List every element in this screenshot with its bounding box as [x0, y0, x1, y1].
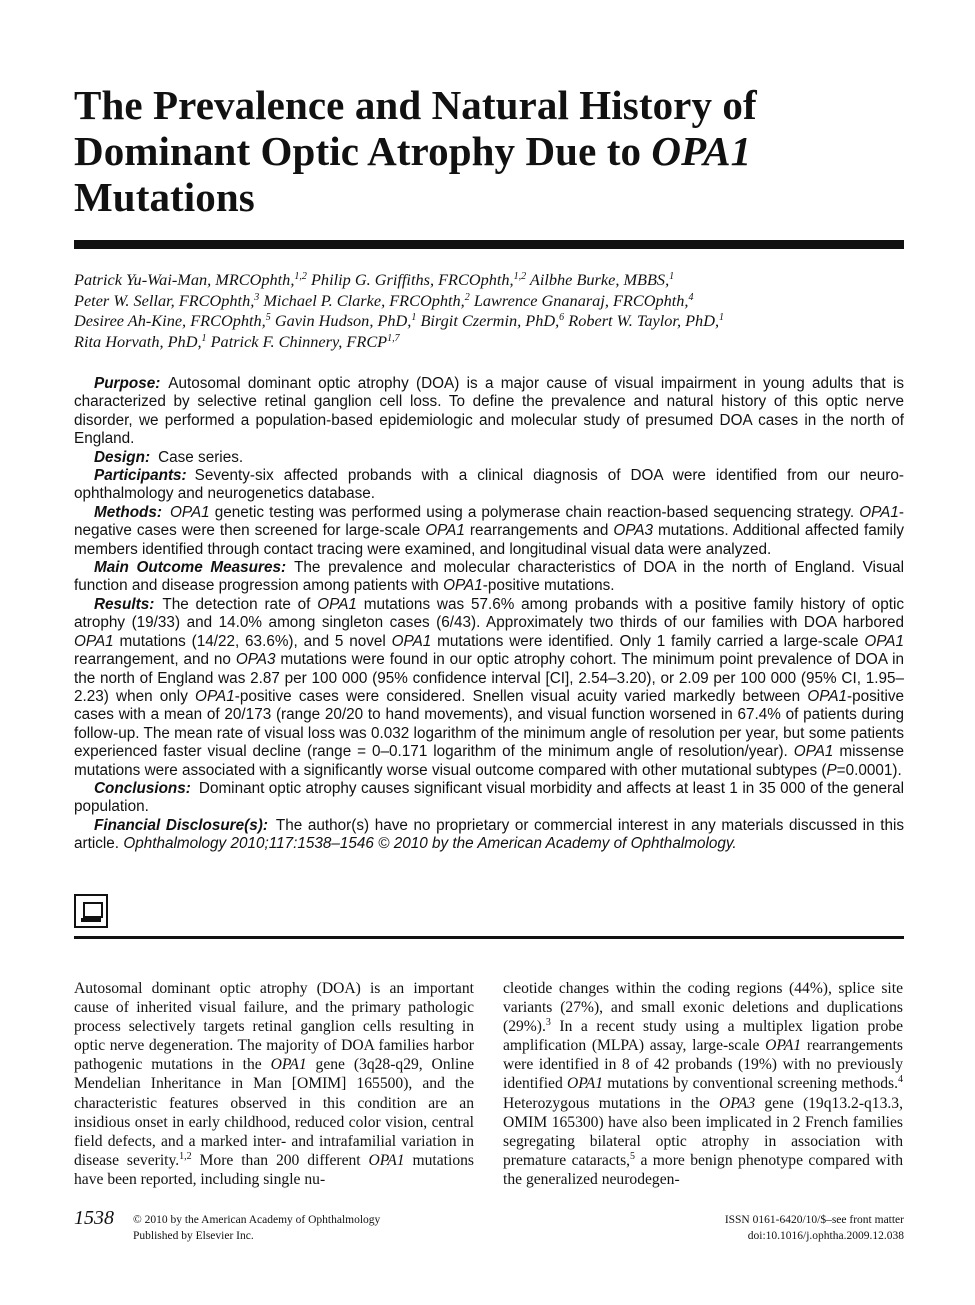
author: Lawrence Gnanaraj, FRCOphth,$^4$	[473, 290, 694, 310]
author: Michael P. Clarke, FRCOphth,$^2$	[263, 290, 470, 310]
title-rule	[74, 240, 904, 249]
journal-citation: Ophthalmology 2010;117:1538–1546 © 2010 by the American Academy of Ophthalmology.	[123, 835, 737, 853]
abstract-participants: Participants: Seventy-six affected probands with a clinical diagnosis of DOA were identified from our neuro-ophthalmology and neurogenetics database.	[74, 467, 904, 503]
computer-icon	[74, 894, 108, 928]
author: Peter W. Sellar, FRCOphth,$^3$	[74, 290, 260, 310]
author: Robert W. Taylor, PhD,$^1$	[568, 311, 725, 331]
author: Birgit Czermin, PhD,$^6$	[420, 311, 565, 331]
body-column-left: Autosomal dominant optic atrophy (DOA) is an important cause of inherited visual failure, and the primary pathologic process selectively targets retinal ganglion cells resulting in optic nerve degeneration. The majority of DOA families harbor pathogenic mutations in the OPA1 gene (3q28-q29, Online Mendelian Inheritance in Man [OMIM] 165500), and the characteristic features observed in this condition are an insidious onset in early childhood, reduced color vision, central field defects, and a marked inter- and intrafamilial variation in disease severity.$^{1,2}$ More than 200 different OPA1 mutations have been reported, including single nu-	[74, 980, 474, 1188]
abstract-design: Design: Case series.	[94, 448, 244, 466]
abstract-methods: Methods: OPA1 genetic testing was performed using a polymerase chain reaction-based sequencing strategy. OPA1-negative cases were then screened for large-scale OPA1 rearrangements and OPA3 mutations. Additional affected family members identified through contact tracing were examined, and longitudinal visual data were analyzed.	[74, 503, 904, 558]
author-list	[74, 270, 904, 353]
abstract-rule	[74, 936, 904, 939]
article-title	[74, 82, 904, 220]
abstract-conclusions: Conclusions: Dominant optic atrophy causes significant visual morbidity and affects at least 1 in 35 000 of the general population.	[74, 779, 904, 816]
abstract-outcome: Main Outcome Measures: The prevalence and molecular characteristics of DOA in the north of England. Visual function and disease progression among patients with OPA1-positive mutations.	[74, 559, 905, 595]
author: Rita Horvath, PhD,$^1$	[74, 332, 207, 352]
title-line-2: Dominant Optic Atrophy Due to	[74, 128, 652, 174]
reference-marker[interactable]: 4	[898, 1074, 904, 1086]
author: Philip G. Griffiths, FRCOphth,$^{1,2}$	[310, 270, 527, 289]
author: Desiree Ah-Kine, FRCOphth,$^5$	[74, 311, 271, 331]
title-line-1: The Prevalence and Natural History of	[74, 82, 757, 128]
title-gene: OPA1	[651, 128, 752, 174]
author: Ailbhe Burke, MBBS,$^1$	[529, 270, 675, 289]
reference-marker[interactable]: 3	[545, 1017, 551, 1029]
author: Patrick F. Chinnery, FRCP$^{1,7}$	[210, 332, 400, 352]
abstract-purpose: Purpose: Autosomal dominant optic atrophy (DOA) is a major cause of visual impairment in young adults that is characterized by selective retinal ganglion cell loss. To define the prevalence and natural history of this optic nerve disorder, we performed a population-based epidemiologic and molecular study of presumed DOA cases in the north of England.	[74, 375, 904, 448]
reference-marker[interactable]: 5	[630, 1150, 636, 1162]
body-column-right: cleotide changes within the coding regions (44%), splice site variants (27%), and small exonic deletions and duplications (29%).$^3$ In a recent study using a multiplex ligation probe amplification (MLPA) assay, large-scale OPA1 rearrangements were identified in 8 of 42 probands (19%) with no previously identified OPA1 mutations by conventional screening methods.$^4$ Heterozygous mutations in the OPA3 gene (19q13.2-q13.3, OMIM 165300) have also been implicated in 2 French families segregating bilateral optic atrophy in association with premature cataracts,$^5$ a more benign phenotype compared with the generalized neurodegen-	[503, 980, 904, 1188]
footer-issn: ISSN 0161-6420/10/$–see front matter doi:10.1016/j.ophtha.2009.12.038	[725, 1213, 904, 1244]
author: Patrick Yu-Wai-Man, MRCOphth,$^{1,2}$	[74, 270, 307, 289]
author: Gavin Hudson, PhD,$^1$	[274, 311, 417, 331]
abstract	[74, 375, 904, 854]
footer-copyright: © 2010 by the American Academy of Ophthalmology Published by Elsevier Inc.	[133, 1214, 381, 1242]
title-line-3: Mutations	[74, 174, 255, 220]
abstract-disclosure: Financial Disclosure(s): The author(s) have no proprietary or commercial interest in any materials discussed in this article. Ophthalmology 2010;117:1538–1546 © 2010 by the American Academy of Ophthalmology.	[74, 816, 904, 853]
abstract-results: Results: The detection rate of OPA1 mutations was 57.6% among probands with a positive family history of optic atrophy (19/33) and 14.0% among singleton cases (6/43). Approximately two thirds of our families with DOA harbored OPA1 mutations (14/22, 63.6%), and 5 novel OPA1 mutations were identified. Only 1 family carried a large-scale OPA1 rearrangement, and no OPA3 mutations were found in our optic atrophy cohort. The minimum point prevalence of DOA in the north of England was 2.87 per 100 000 (95% confidence interval [CI], 2.54–3.20), or 2.09 per 100 000 (95% CI, 1.95–2.23) when only OPA1-positive cases were considered. Snellen visual acuity varied markedly between OPA1-positive cases with a mean of 20/173 (range 20/20 to hand movements), and visual function worsened in 67.4% of patients during follow-up. The mean rate of visual loss was 0.032 logarithm of the minimum angle of resolution per year, but some patients experienced faster visual decline (range = 0–0.171 logarithm of the minimum angle of resolution/year). OPA1 missense mutations were associated with a significantly worse visual outcome compared with other mutational subtypes (P=0.0001).	[74, 595, 905, 779]
doi-link[interactable]: doi:10.1016/j.ophtha.2009.12.038	[747, 1229, 904, 1242]
page-number: 1538	[74, 1207, 114, 1229]
reference-marker[interactable]: 1,2	[179, 1150, 192, 1162]
